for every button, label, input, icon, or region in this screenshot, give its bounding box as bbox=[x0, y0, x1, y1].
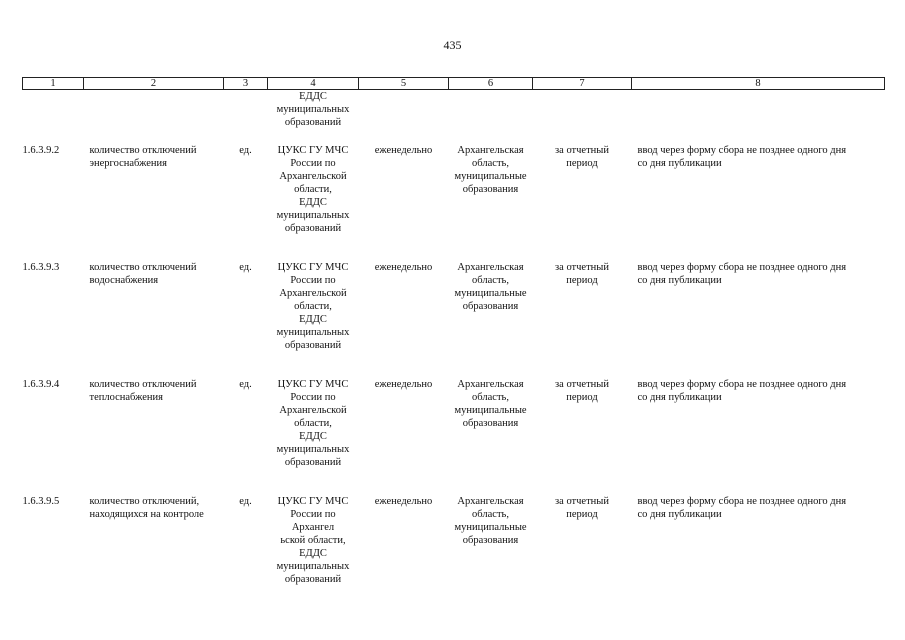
indicator-name: количество отключений, находящихся на контроле bbox=[89, 496, 204, 520]
page-number: 435 bbox=[443, 38, 462, 52]
source-cell: ЦУКС ГУ МЧС России по Архангел ьской области, ЕДДС муниципальных образований bbox=[276, 496, 350, 585]
indicator-name: количество отключений энергоснабжения bbox=[89, 145, 197, 169]
column-header: 3 bbox=[224, 78, 268, 90]
method-cell: ввод через форму сбора не позднее одного дня со дня публикации bbox=[637, 262, 847, 286]
frequency-cell: еженедельно bbox=[374, 262, 433, 273]
frequency-cell: еженедельно bbox=[374, 496, 433, 507]
table-header-row bbox=[23, 78, 885, 90]
frequency-cell: еженедельно bbox=[374, 379, 433, 390]
column-header: 2 bbox=[84, 78, 224, 90]
territory-cell: Архангельская область, муниципальные образования bbox=[454, 379, 527, 429]
source-cell: ЦУКС ГУ МЧС России по Архангельской области, ЕДДС муниципальных образований bbox=[276, 262, 350, 351]
source-cell: ЦУКС ГУ МЧС России по Архангельской области, ЕДДС муниципальных образований bbox=[276, 379, 350, 468]
column-header: 5 bbox=[359, 78, 449, 90]
table-row bbox=[23, 235, 885, 352]
column-header: 7 bbox=[533, 78, 632, 90]
table-row bbox=[23, 352, 885, 469]
method-cell: ввод через форму сбора не позднее одного дня со дня публикации bbox=[637, 379, 847, 403]
unit-cell: ед. bbox=[239, 262, 252, 273]
data-table bbox=[22, 77, 885, 586]
territory-cell: Архангельская область, муниципальные образования bbox=[454, 496, 527, 546]
territory-cell: Архангельская область, муниципальные образования bbox=[454, 262, 527, 312]
frequency-cell: еженедельно bbox=[374, 145, 433, 156]
indicator-number: 1.6.3.9.5 bbox=[22, 496, 60, 507]
period-cell: за отчетный период bbox=[555, 379, 609, 403]
column-header: 8 bbox=[632, 78, 885, 90]
indicator-number: 1.6.3.9.3 bbox=[22, 262, 60, 273]
table-row bbox=[23, 469, 885, 586]
source-cell: ЦУКС ГУ МЧС России по Архангельской области, ЕДДС муниципальных образований bbox=[276, 145, 350, 234]
period-cell: за отчетный период bbox=[555, 145, 609, 169]
unit-cell: ед. bbox=[239, 379, 252, 390]
continuation-row bbox=[23, 90, 885, 130]
indicator-name: количество отключений водоснабжения bbox=[89, 262, 197, 286]
indicator-number: 1.6.3.9.4 bbox=[22, 379, 60, 390]
period-cell: за отчетный период bbox=[555, 262, 609, 286]
source-cell: ЕДДС муниципальных образований bbox=[276, 91, 350, 128]
column-header: 6 bbox=[449, 78, 533, 90]
unit-cell: ед. bbox=[239, 496, 252, 507]
indicator-number: 1.6.3.9.2 bbox=[22, 145, 60, 156]
column-header: 4 bbox=[268, 78, 359, 90]
method-cell: ввод через форму сбора не позднее одного дня со дня публикации bbox=[637, 496, 847, 520]
period-cell: за отчетный период bbox=[555, 496, 609, 520]
column-header: 1 bbox=[23, 78, 84, 90]
indicator-name: количество отключений теплоснабжения bbox=[89, 379, 197, 403]
table-row bbox=[23, 129, 885, 235]
territory-cell: Архангельская область, муниципальные образования bbox=[454, 145, 527, 195]
unit-cell: ед. bbox=[239, 145, 252, 156]
method-cell: ввод через форму сбора не позднее одного дня со дня публикации bbox=[637, 145, 847, 169]
